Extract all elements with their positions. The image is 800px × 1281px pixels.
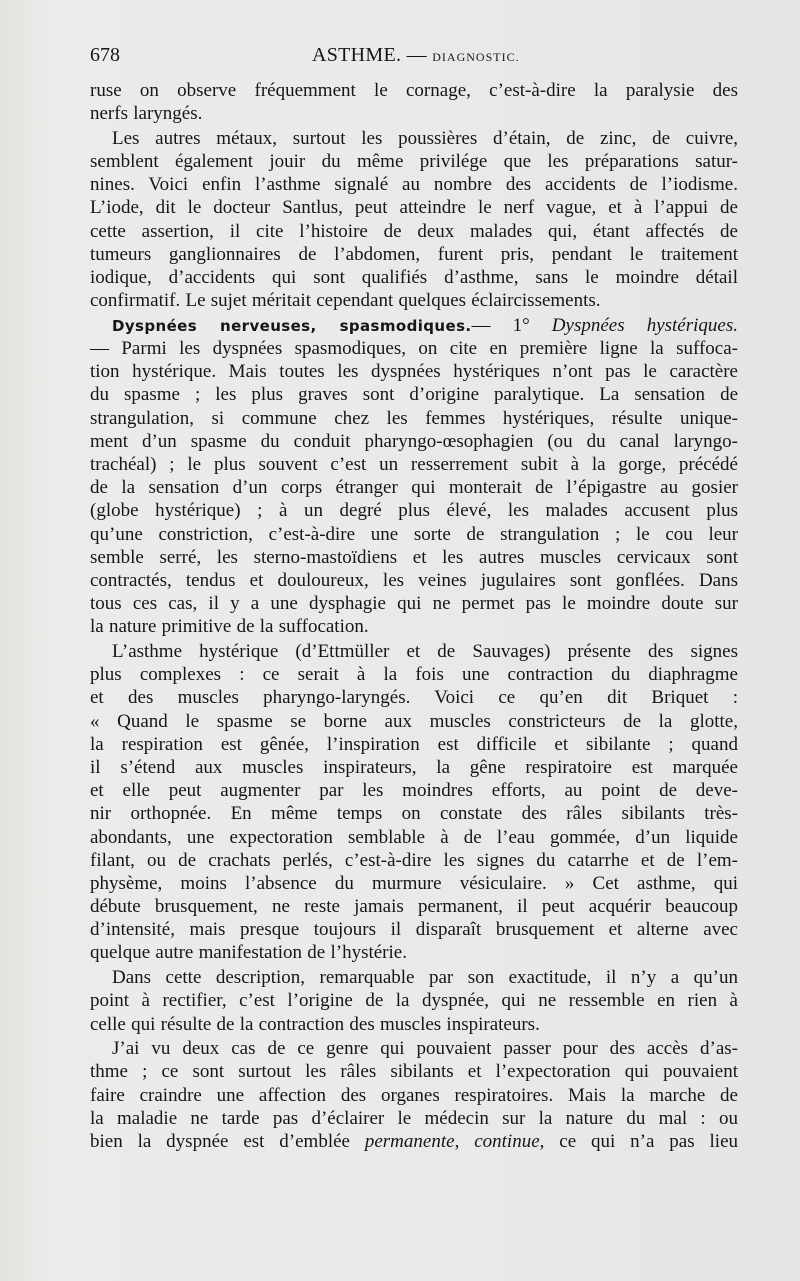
text-line: et des muscles pharyngo-laryngés. Voici ce qu’en dit Briquet : <box>90 687 738 709</box>
text-line: de la sensation d’un corps étranger qui monterait de l’épigastre au gosier <box>90 477 738 499</box>
text-line: confirmatif. Le sujet méritait cependant quelques éclaircissements. <box>90 290 601 312</box>
italic-run: permanente <box>364 1130 455 1152</box>
italic-run: continue <box>474 1130 540 1152</box>
text-line: nines. Voici enfin l’asthme signalé au nombre des accidents de l’iodisme. <box>90 174 738 196</box>
page-number: 678 <box>90 44 120 66</box>
text-line: strangulation, si commune chez les femmes hystériques, résulte unique- <box>90 407 738 429</box>
text-line: trachéal) ; le plus souvent c’est un resserrement subit à la gorge, précédé <box>90 454 738 475</box>
running-head-title: ASTHME. <box>312 44 402 66</box>
text-line: tion hystérique. Mais toutes les dyspnées hystériques n’ont pas le caractère <box>90 361 738 383</box>
text-line: qu’une constriction, c’est-à-dire une sorte de strangulation ; le cou leur <box>90 523 738 545</box>
text-line: Les autres métaux, surtout les poussières d’étain, de zinc, de cuivre, <box>112 127 738 149</box>
text-line: L’asthme hystérique (d’Ettmüller et de Sauvages) présente des signes <box>112 641 738 662</box>
text-line: — Parmi les dyspnées spasmodiques, on cite en première ligne la suffoca- <box>90 338 738 360</box>
text-line: ruse on observe fréquemment le cornage, c’est-à-dire la paralysie des <box>90 80 738 101</box>
body-text <box>90 79 738 1153</box>
text-line: nir orthopnée. En même temps on constate des râles sibilants très- <box>90 803 738 825</box>
text-line: contractés, tendus et douloureux, les veines jugulaires sont gonflées. Dans <box>90 569 738 591</box>
running-head-subtitle: DIAGNOSTIC. <box>432 50 520 64</box>
page-header <box>90 44 742 72</box>
text-line: nerfs laryngés. <box>90 103 203 125</box>
text-line: d’intensité, mais presque toujours il disparaît brusquement et alterne avec <box>90 919 738 941</box>
text-line: L’iode, dit le docteur Santlus, peut atteindre le nerf vague, et à l’appui de <box>90 197 738 219</box>
text-line: physème, moins l’absence du murmure vésiculaire. » Cet asthme, qui <box>90 872 738 894</box>
running-head <box>312 44 520 67</box>
section-heading: Dyspnées nerveuses, spasmodiques. <box>112 316 472 335</box>
text-line: et elle peut augmenter par les moindres efforts, au point de deve- <box>90 780 738 802</box>
text-line: la respiration est gênée, l’inspiration est difficile et sibilante ; quand <box>90 733 738 755</box>
text-line: abondants, une expectoration semblable à de l’eau gommée, d’un liquide <box>90 826 738 848</box>
text-run: , <box>454 1130 475 1152</box>
text-run: bien la dyspnée est d’emblée <box>90 1130 365 1152</box>
text-line: débute brusquement, ne reste jamais permanent, il peut acquérir beaucoup <box>90 896 738 918</box>
text-line: (globe hystérique) ; à un degré plus élevé, les malades accusent plus <box>90 500 738 522</box>
text-line: du spasme ; les plus graves sont d’origine paralytique. La sensation de <box>90 384 738 406</box>
text-line: celle qui résulte de la contraction des muscles inspirateurs. <box>90 1013 540 1035</box>
text-line: J’ai vu deux cas de ce genre qui pouvaient passer pour des accès d’as- <box>112 1038 738 1060</box>
text-line: tous ces cas, il y a une dysphagie qui ne permet pas le moindre doute sur <box>90 593 738 615</box>
text-line: filant, ou de crachats perlés, c’est-à-dire les signes du catarrhe et de l’em- <box>90 849 738 871</box>
text-run: , ce qui n’a pas lieu <box>539 1130 738 1152</box>
text-line: quelque autre manifestation de l’hystérie. <box>90 942 407 964</box>
text-line <box>90 314 738 337</box>
running-head-separator: — <box>406 44 427 66</box>
text-line: faire craindre une affection des organes respiratoires. Mais la marche de <box>90 1084 738 1106</box>
text-line: « Quand le spasme se borne aux muscles constricteurs de la glotte, <box>90 710 738 732</box>
text-line: tumeurs ganglionnaires de l’abdomen, furent pris, pendant le traitement <box>90 243 738 265</box>
text-line: la nature primitive de la suffocation. <box>90 616 369 638</box>
text-line: cette assertion, il cite l’histoire de deux malades qui, étant affectés de <box>90 220 738 242</box>
text-line: plus complexes : ce serait à la fois une contraction du diaphragme <box>90 664 738 686</box>
text-line: la maladie ne tarde pas d’éclairer le médecin sur la nature du mal : ou <box>90 1107 738 1129</box>
text-line: ment d’un spasme du conduit pharyngo-œsophagien (ou du canal laryngo- <box>90 430 738 452</box>
text-line <box>90 1130 738 1153</box>
text-run: — 1° <box>471 314 552 336</box>
text-line: Dans cette description, remarquable par son exactitude, il n’y a qu’un <box>112 967 738 989</box>
text-line: point à rectifier, c’est l’origine de la dyspnée, qui ne ressemble en rien à <box>90 990 738 1012</box>
text-line: semblent également jouir du même privilége que les préparations satur- <box>90 151 738 173</box>
text-line: thme ; ce sont surtout les râles sibilants et l’expectoration qui pouvaient <box>90 1061 738 1083</box>
text-line: il s’étend aux muscles inspirateurs, la gêne respiratoire est marquée <box>90 756 738 778</box>
text-line: iodique, d’accidents qui sont qualifiés d’asthme, sans le moindre détail <box>90 267 738 288</box>
text-line: semble serré, les sterno-mastoïdiens et les autres muscles cervicaux sont <box>90 546 738 568</box>
italic-run: Dyspnées hystériques. <box>551 314 738 336</box>
